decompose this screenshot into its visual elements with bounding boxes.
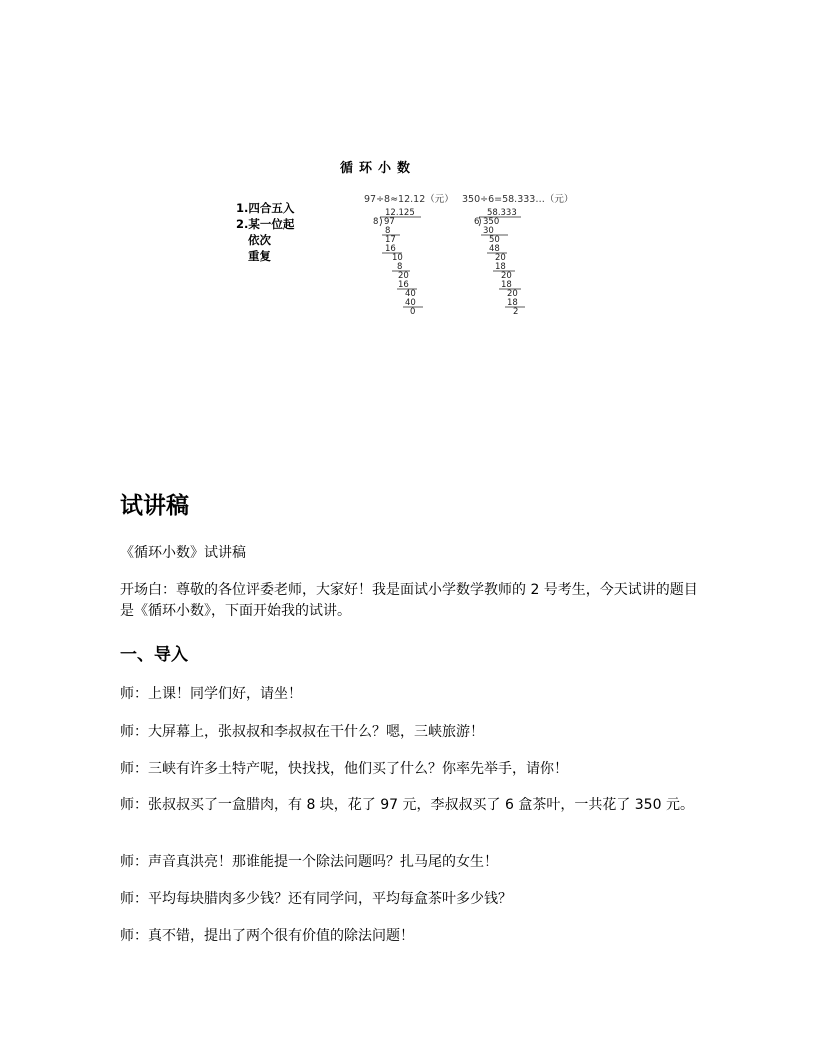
division-2-quotient: 58.333 — [487, 208, 517, 218]
division-2-step: 18 — [507, 298, 518, 308]
division-lines — [365, 205, 545, 315]
division-1-step: 20 — [398, 271, 409, 281]
dialogue-line: 师：三峡有许多土特产呢，快找找，他们买了什么？你率先举手，请你！ — [120, 761, 568, 777]
division-1-divisor: 8 — [373, 217, 379, 227]
division-1-step: 8 — [385, 226, 391, 236]
board-title: 循环小数 — [340, 161, 417, 176]
division-2-step: 50 — [489, 235, 500, 245]
division-2-step: 18 — [501, 280, 512, 290]
division-1-step: 8 — [397, 262, 403, 272]
division-2-step: 30 — [483, 226, 494, 236]
division-2-step: 20 — [507, 289, 518, 299]
division-2-divisor: 6 — [474, 217, 480, 227]
division-2-dividend: 350 — [483, 217, 500, 227]
division-1-step: 17 — [385, 235, 396, 245]
division-2-bracket — [479, 217, 481, 226]
page-heading: 试讲稿 — [120, 493, 189, 519]
board-point: 依次 — [248, 233, 271, 247]
dialogue-line: 师：平均每块腊肉多少钱？还有同学问，平均每盒茶叶多少钱？ — [120, 891, 512, 907]
dialogue-line: 师：上课！同学们好，请坐！ — [120, 686, 302, 702]
division-2-step: 48 — [489, 244, 500, 254]
dialogue-line: 师：张叔叔买了一盒腊肉，有 8 块，花了 97 元，李叔叔买了 6 盒茶叶，一共花了 350 元。 — [120, 797, 694, 813]
dialogue-line: 师：大屏幕上，张叔叔和李叔叔在干什么？嗯，三峡旅游！ — [120, 724, 484, 740]
division-1-step: 16 — [385, 244, 396, 254]
division-1-dividend: 97 — [384, 217, 395, 227]
division-1-step: 40 — [405, 298, 416, 308]
board-equation-1: 97÷8≈12.12（元） — [364, 194, 454, 205]
dialogue-line: 师：真不错，提出了两个很有价值的除法问题！ — [120, 928, 414, 944]
board-point: 2.某一位起 — [236, 217, 295, 231]
opening-paragraph: 开场白：尊敬的各位评委老师，大家好！我是面试小学数学教师的 2 号考生，今天试讲的题目是《循环小数》，下面开始我的试讲。 — [120, 582, 698, 619]
division-2-step: 2 — [513, 307, 519, 317]
division-2-step: 20 — [495, 253, 506, 263]
division-1-step: 16 — [398, 280, 409, 290]
board-equation-2: 350÷6=58.333…（元） — [462, 194, 574, 205]
section-heading: 一、导入 — [120, 645, 188, 665]
division-1-step: 10 — [392, 253, 403, 263]
division-1-bracket — [380, 217, 382, 226]
division-1-quotient: 12.125 — [385, 208, 415, 218]
division-1-step: 0 — [410, 307, 416, 317]
doc-subtitle: 《循环小数》试讲稿 — [120, 545, 246, 561]
board-points — [236, 200, 294, 264]
division-2-step: 18 — [495, 262, 506, 272]
division-1-step: 40 — [405, 289, 416, 299]
dialogue-line: 师：声音真洪亮！那谁能提一个除法问题吗？扎马尾的女生！ — [120, 854, 498, 870]
board-point: 1.四合五入 — [236, 201, 295, 215]
division-2-step: 20 — [501, 271, 512, 281]
board-point: 重复 — [248, 249, 271, 263]
